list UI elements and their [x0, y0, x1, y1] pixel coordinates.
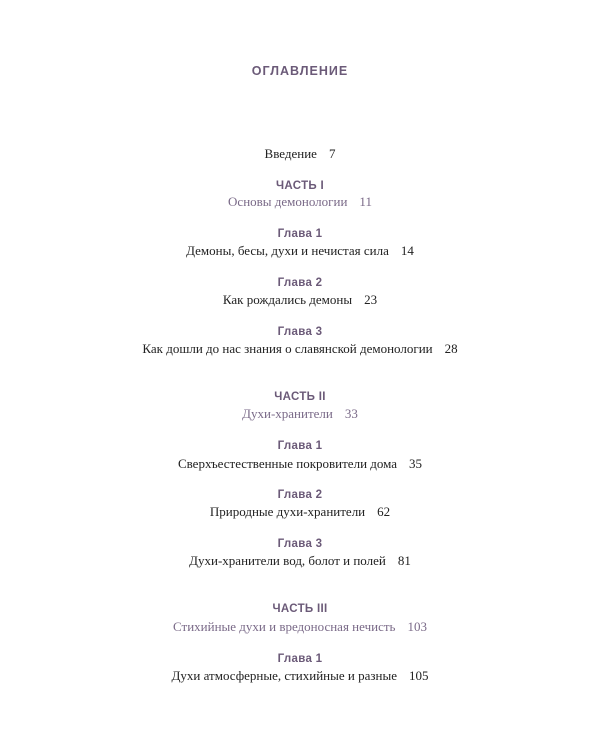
part-label: ЧАСТЬ II — [274, 391, 326, 403]
entry-page: 23 — [364, 292, 378, 307]
entry-page: 14 — [400, 243, 414, 258]
entry-title: Духи атмосферные, стихийные и разные — [171, 668, 397, 683]
entry-page: 105 — [408, 668, 429, 683]
chapter-label: Глава 1 — [277, 440, 323, 452]
entry-title: Демоны, бесы, духи и нечистая сила — [186, 243, 389, 258]
toc-entry-intro[interactable] — [0, 146, 600, 162]
toc-entry-chapter[interactable] — [0, 668, 600, 684]
entry-title: Духи-хранители вод, болот и полей — [189, 553, 386, 568]
toc-entry-part-1[interactable] — [0, 194, 600, 210]
toc-entry-chapter[interactable] — [0, 456, 600, 472]
entry-page: 7 — [328, 146, 336, 161]
entry-page: 35 — [409, 456, 423, 471]
chapter-label: Глава 3 — [277, 538, 323, 550]
toc-entry-chapter[interactable] — [0, 553, 600, 569]
entry-page: 11 — [359, 194, 372, 209]
entry-title: Сверхъестественные покровители дома — [177, 456, 398, 471]
toc-entry-chapter[interactable] — [0, 292, 600, 308]
chapter-label: Глава 2 — [277, 489, 323, 501]
toc-entry-chapter[interactable] — [0, 243, 600, 259]
entry-title: Природные духи-хранители — [209, 504, 366, 519]
part-label: ЧАСТЬ I — [276, 180, 324, 192]
page-title: ОГЛАВЛЕНИЕ — [251, 64, 349, 78]
entry-page: 81 — [397, 553, 411, 568]
entry-page: 62 — [377, 504, 391, 519]
toc-entry-chapter[interactable] — [0, 341, 600, 357]
entry-title: Введение — [264, 146, 317, 161]
chapter-label: Глава 1 — [277, 653, 323, 665]
entry-title: Как рождались демоны — [222, 292, 353, 307]
chapter-label: Глава 3 — [277, 326, 323, 338]
entry-page: 103 — [407, 619, 427, 634]
entry-title: Стихийные духи и вредоносная нечисть — [173, 619, 396, 634]
entry-title: Основы демонологии — [228, 194, 348, 209]
toc-entry-chapter[interactable] — [0, 504, 600, 520]
chapter-label: Глава 1 — [277, 228, 323, 240]
toc-entry-part-3[interactable] — [0, 619, 600, 635]
part-label: ЧАСТЬ III — [272, 603, 328, 615]
chapter-label: Глава 2 — [277, 277, 323, 289]
entry-title: Как дошли до нас знания о славянской демонологии — [142, 341, 433, 356]
entry-page: 28 — [444, 341, 458, 356]
entry-page: 33 — [344, 406, 358, 421]
entry-title: Духи-хранители — [242, 406, 333, 421]
toc-entry-part-2[interactable] — [0, 406, 600, 422]
